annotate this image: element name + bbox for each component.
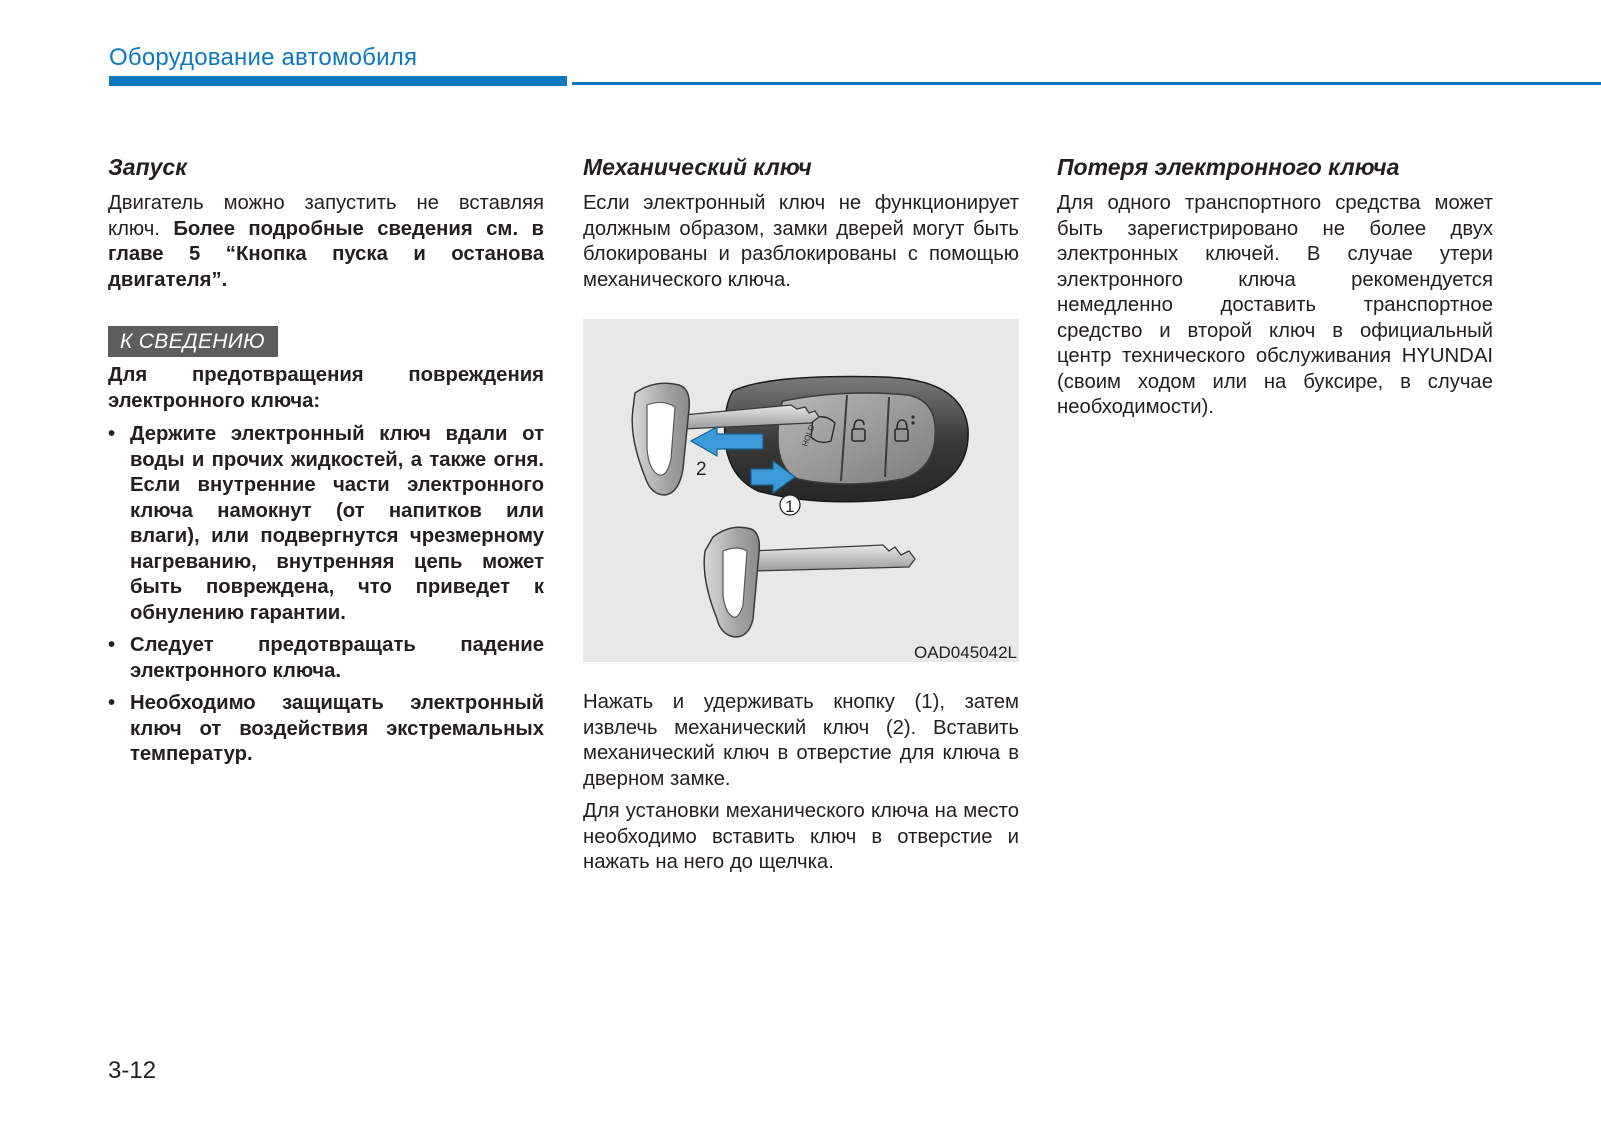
header-rule-thin bbox=[572, 82, 1601, 85]
callout-2-label: 2 bbox=[696, 459, 707, 480]
mechanical-key-intro: Если электронный ключ не функционирует должным образом, замки дверей могут быть блокированы и разблокированы с помощью механического ключа. bbox=[583, 192, 1019, 291]
mechanical-key-detached bbox=[704, 527, 915, 637]
notice-item: • Держите электронный ключ вдали от воды и прочих жидкостей, а также огня. Если внутренние части электронного ключа намокнут (от напитков или влаги), или подвергнутся чрезмерному нагреванию, внутренняя цепь может быть повреждена, что приведет к обнулению гарантии. bbox=[108, 422, 544, 626]
column-start bbox=[108, 152, 544, 775]
section-title: Оборудование автомобиля bbox=[109, 44, 418, 71]
callout-1-label: 1 bbox=[785, 497, 795, 516]
start-text: Двигатель можно запустить не вставляя ключ. bbox=[108, 192, 544, 240]
notice-intro: Для предотвращения повреждения электронного ключа: bbox=[108, 364, 544, 412]
mechanical-key-instructions: Нажать и удерживать кнопку (1), затем извлечь механический ключ (2). Вставить механический ключ в отверстие для ключа в дверном замке. bbox=[583, 691, 1019, 790]
heading-start: Запуск bbox=[108, 154, 187, 180]
start-paragraph bbox=[108, 191, 544, 293]
key-illustration bbox=[583, 319, 1019, 662]
heading-lost-key: Потеря электронного ключа bbox=[1057, 154, 1400, 180]
column-lost-key bbox=[1057, 152, 1493, 421]
notice-list bbox=[108, 422, 544, 768]
column-mechanical-key bbox=[583, 152, 1019, 876]
lost-key-paragraph: Для одного транспортного средства может быть зарегистрировано не более двух электронных ключей. В случае утери электронного ключа рекомендуется немедленно доставить транспортное средство и второй ключ в официальный центр технического обслуживания HYUNDAI (своим ходом или на буксире, в случае необходимости). bbox=[1057, 192, 1493, 418]
start-reference: Более подробные сведения см. в главе 5 “Кнопка пуска и останова двигателя”. bbox=[108, 217, 544, 291]
fob-hold-text: HOLD bbox=[800, 423, 817, 448]
header-rule-thick bbox=[109, 76, 567, 86]
key-illustration-drawing bbox=[583, 319, 1019, 662]
figure-code: OAD045042L bbox=[913, 643, 1017, 662]
notice-item: • Необходимо защищать электронный ключ от воздействия экстремальных температур. bbox=[108, 691, 544, 768]
notice-label: К СВЕДЕНИЮ bbox=[108, 326, 278, 357]
heading-mechanical-key: Механический ключ bbox=[583, 154, 812, 180]
notice-item: • Следует предотвращать падение электронного ключа. bbox=[108, 633, 544, 684]
page-number: 3-12 bbox=[108, 1057, 157, 1084]
mechanical-key-reinstall: Для установки механического ключа на место необходимо вставить ключ в отверстие и нажать на него до щелчка. bbox=[583, 800, 1019, 873]
